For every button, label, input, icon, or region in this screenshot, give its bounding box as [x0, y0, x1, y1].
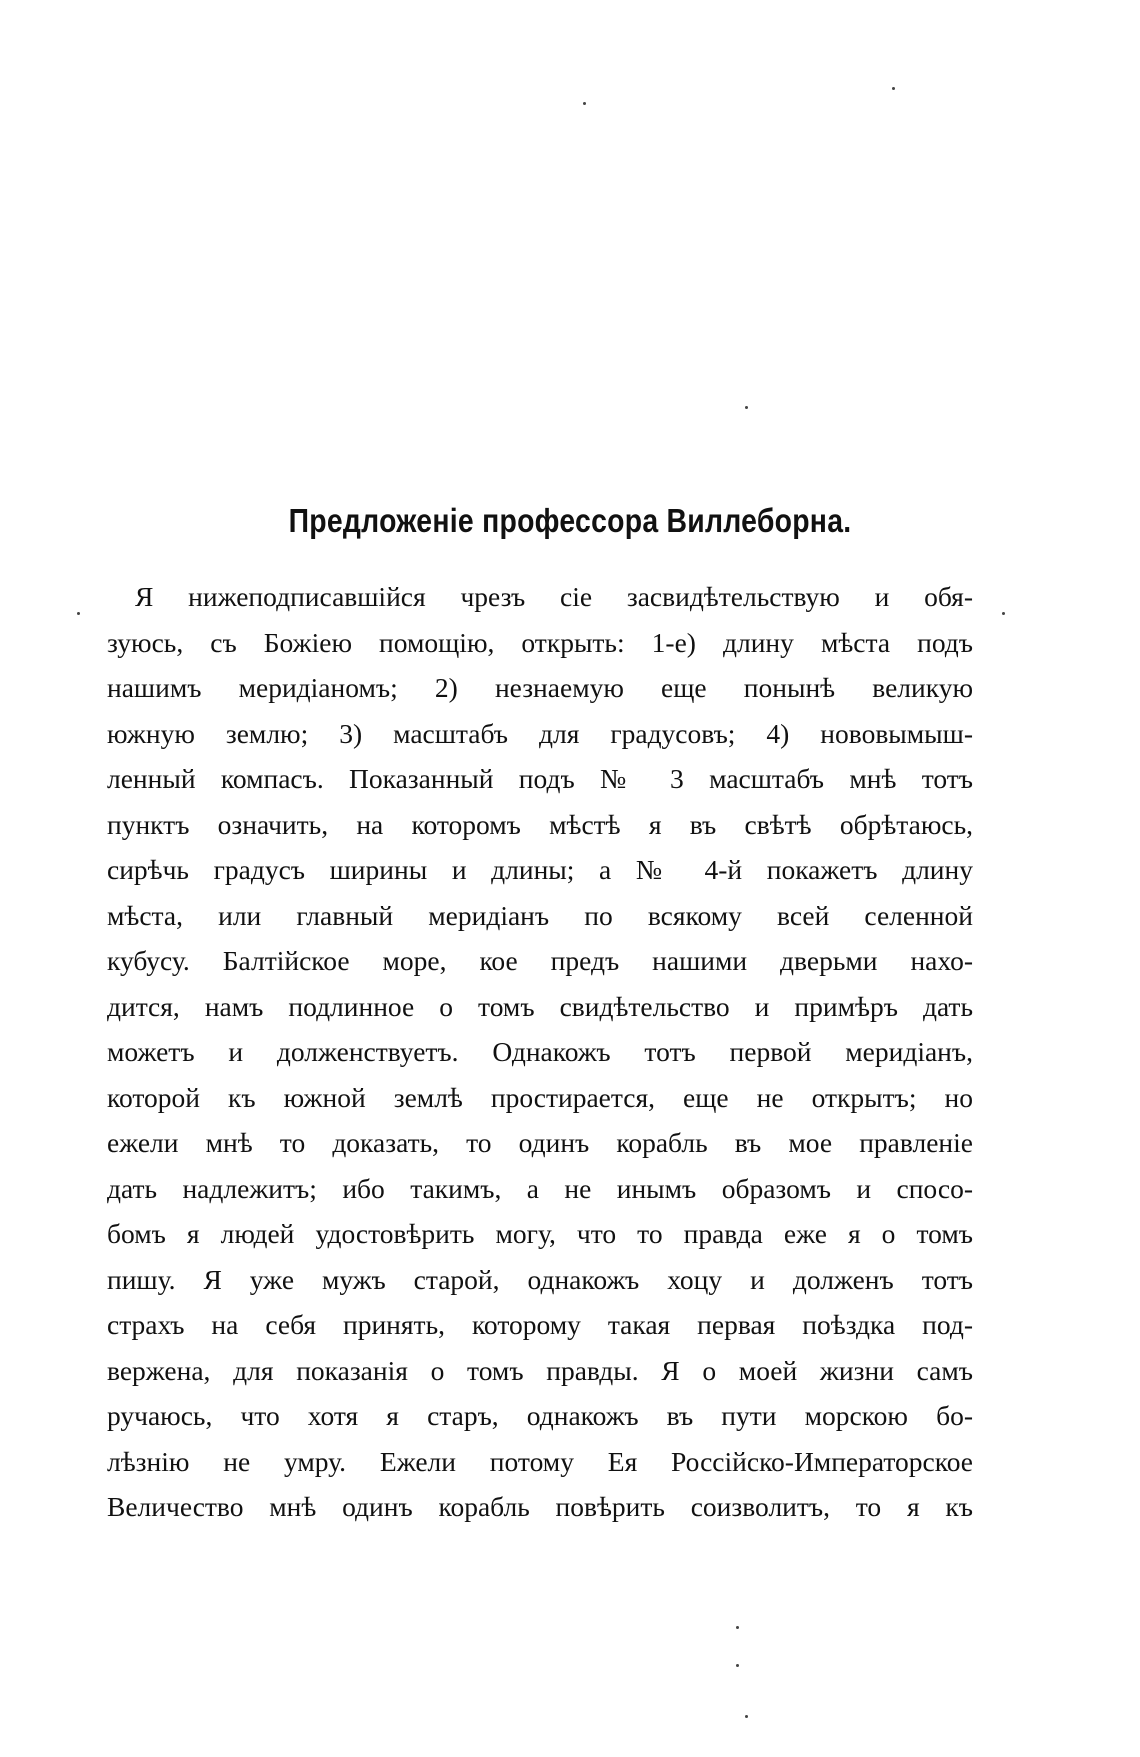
text-line: кубусу. Балтійское море, кое предъ нашими дверьми нахо- — [107, 945, 973, 976]
text-line: страхъ на себя принять, которому такая первая поѣздка под- — [107, 1309, 973, 1340]
text-line: дать надлежитъ; ибо такимъ, а не инымъ образомъ и спосо- — [107, 1172, 973, 1204]
text-line: ежели мнѣ то доказать, то одинъ корабль въ мое правленіе — [107, 1127, 973, 1158]
scan-speck — [745, 406, 748, 409]
text-line: пунктъ означить, на которомъ мѣстѣ я въ свѣтѣ обрѣтаюсь, — [107, 808, 973, 840]
scan-speck — [1002, 612, 1005, 615]
text-line: ленный компасъ. Показанный подъ № 3 масштабъ мнѣ тотъ — [107, 763, 973, 794]
scan-speck — [736, 1664, 739, 1667]
text-line: лѣзнію не умру. Ежели потому Ея Россійско-Императорское — [107, 1445, 973, 1477]
text-line: можетъ и долженствуетъ. Однакожъ тотъ первой меридіанъ, — [107, 1036, 973, 1067]
text-line: ручаюсь, что хотя я старъ, однакожъ въ пути морскою бо- — [107, 1400, 973, 1431]
body-paragraph — [107, 574, 973, 1530]
text-line: сирѣчь градусъ ширины и длины; а № 4-й покажетъ длину — [107, 854, 973, 885]
text-line: южную землю; 3) масштабъ для градусовъ; 4) нововымыш- — [107, 717, 973, 749]
text-line: зуюсь, съ Божіею помощію, открыть: 1-е) длину мѣста подъ — [107, 626, 973, 658]
text-line: которой къ южной землѣ простирается, еще не открытъ; но — [107, 1081, 973, 1113]
text-line: вержена, для показанія о томъ правды. Я о моей жизни самъ — [107, 1354, 973, 1386]
scan-speck — [892, 87, 895, 90]
text-line: пишу. Я уже мужъ старой, однакожъ хоцу и долженъ тотъ — [107, 1263, 973, 1295]
scan-speck — [745, 1715, 748, 1718]
page-title: Предложеніе профессора Виллеборна. — [288, 502, 852, 539]
scan-speck — [583, 102, 586, 105]
text-line: Я нижеподписавшійся чрезъ сіе засвидѣтельствую и обя- — [135, 581, 973, 612]
text-line: Величество мнѣ одинъ корабль повѣрить соизволитъ, то я къ — [107, 1491, 973, 1522]
scan-speck — [77, 612, 80, 615]
text-line: мѣста, или главный меридіанъ по всякому всей селенной — [107, 899, 973, 931]
text-line: бомъ я людей удостовѣрить могу, что то правда еже я о томъ — [107, 1218, 973, 1249]
text-line: дится, намъ подлинное о томъ свидѣтельство и примѣръ дать — [107, 990, 973, 1022]
text-line: нашимъ меридіаномъ; 2) незнаемую еще понынѣ великую — [107, 672, 973, 703]
scan-speck — [736, 1626, 739, 1629]
